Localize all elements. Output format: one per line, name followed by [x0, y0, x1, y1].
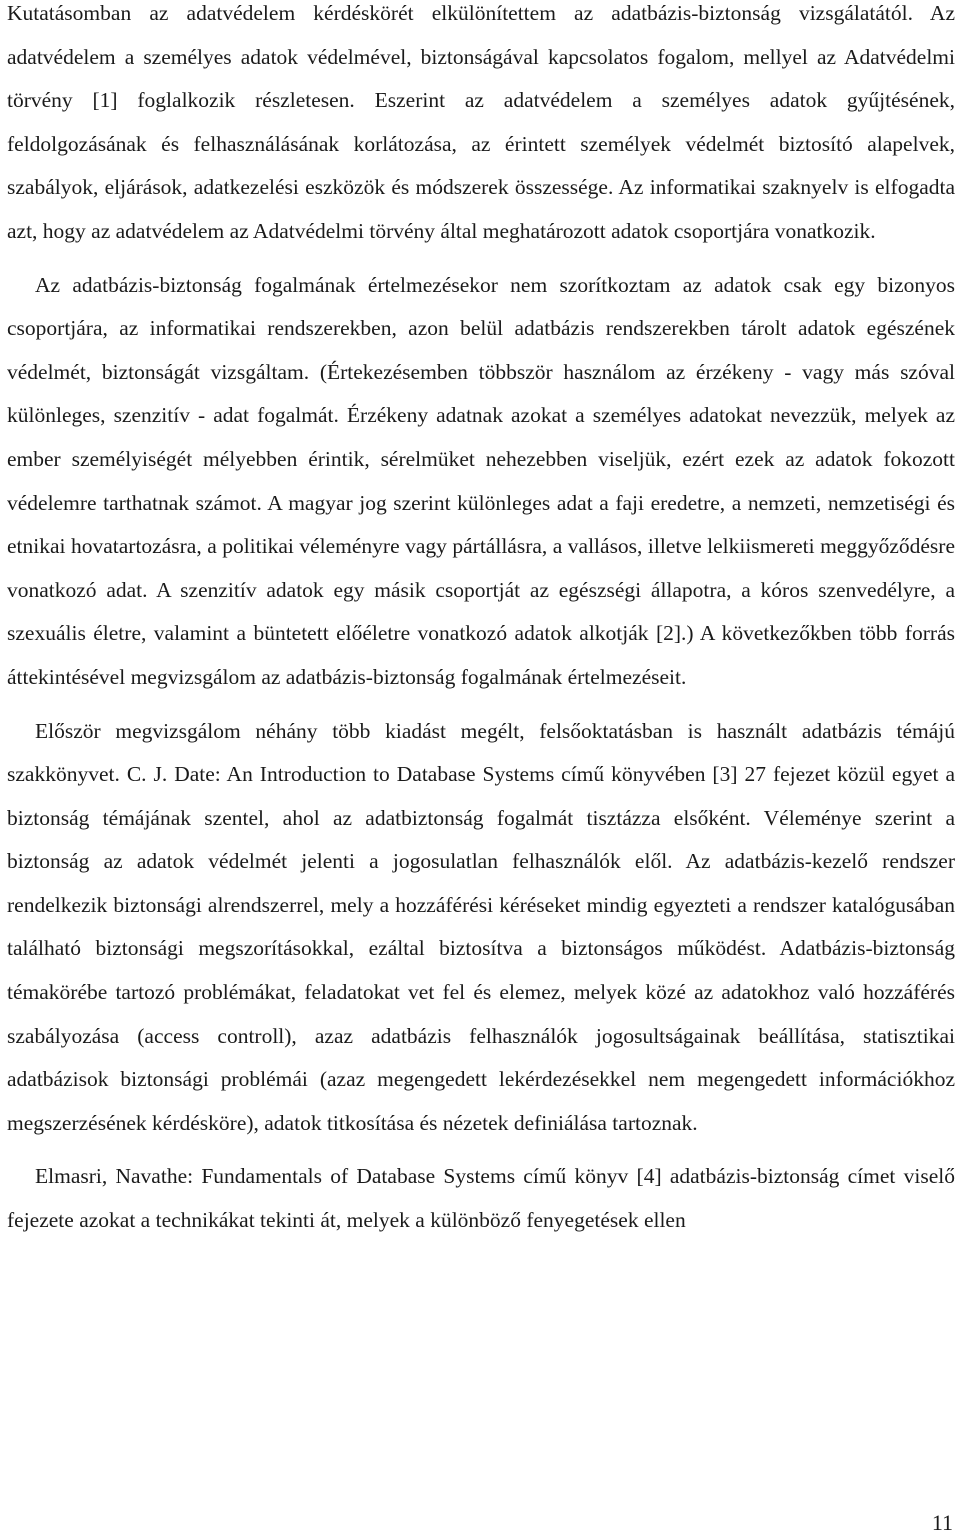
- document-page: [7, 0, 955, 1243]
- paragraph-elmasri-navathe: Elmasri, Navathe: Fundamentals of Database Systems című könyv [4] adatbázis-biztonság címet viselő fejezete azokat a technikákat tekinti át, melyek a különböző fenyegetések ellen: [7, 1164, 955, 1233]
- paragraph-data-protection: Kutatásomban az adatvédelem kérdéskörét elkülönítettem az adatbázis-biztonság vizsgálatától. Az adatvédelem a személyes adatok védelmével, biztonságával kapcsolatos fogalom, mellyel az Adatvédelmi törvény [1] foglalkozik részletesen. Eszerint az adatvédelem a személyes adatok gyűjtésének, feldolgozásának és felhasználásának korlátozása, az érintett személyek védelmét biztosító alapelvek, szabályok, eljárások, adatkezelési eszközök és módszerek összessége. Az informatikai szaknyelv is elfogadta azt, hogy az adatvédelem az Adatvédelmi törvény által meghatározott adatok csoportjára vonatkozik.: [7, 1, 955, 243]
- page-number: 11: [931, 1510, 953, 1535]
- paragraph-date-textbook: Először megvizsgálom néhány több kiadást megélt, felsőoktatásban is használt adatbázis témájú szakkönyvet. C. J. Date: An Introduction to Database Systems című könyvében [3] 27 fejezet közül egyet a biztonság témájának szentel, ahol az adatbiztonság fogalmát tisztázza elsőként. Véleménye szerint a biztonság az adatok védelmét jelenti a jogosulatlan felhasználók elől. Az adatbázis-kezelő rendszer rendelkezik biztonsági alrendszerrel, mely a hozzáférési kéréseket mindig egyezteti a rendszer katalógusában található biztonsági megszorításokkal, ezáltal biztosítva a biztonságos működést. Adatbázis-biztonság témakörébe tartozó problémákat, feladatokat vet fel és elemez, melyek közé az adatokhoz való hozzáférés szabályozása (access controll), azaz adatbázis felhasználók jogosultságainak beállítása, statisztikai adatbázisok biztonsági problémái (azaz megengedett lekérdezésekkel nem megengedett információkhoz megszerzésének kérdésköre), adatok titkosítása és nézetek definiálása tartoznak.: [7, 718, 955, 1135]
- paragraph-database-security-definition: Az adatbázis-biztonság fogalmának értelmezésekor nem szorítkoztam az adatok csak egy bizonyos csoportjára, az informatikai rendszerekben, azon belül adatbázis rendszerekben tárolt adatok egészének védelmét, biztonságát vizsgáltam. (Értekezésemben többször használom az érzékeny - vagy más szóval különleges, szenzitív - adat fogalmát. Érzékeny adatnak azokat a személyes adatokat nevezzük, melyek az ember személyiségét mélyebben érintik, sérelmüket nehezebben viseljük, ezért ezek az adatok fokozott védelemre tarthatnak számot. A magyar jog szerint különleges adat a faji eredetre, a nemzeti, nemzetiségi és etnikai hovatartozásra, a politikai véleményre vagy pártállásra, a vallásos, illetve lelkiismereti meggyőződésre vonatkozó adat. A szenzitív adatok egy másik csoportját az egészségi állapotra, a kóros szenvedélyre, a szexuális életre, valamint a büntetett előéletre vonatkozó adatok alkotják [2].) A következőkben több forrás áttekintésével megvizsgálom az adatbázis-biztonság fogalmának értelmezéseit.: [7, 272, 955, 689]
